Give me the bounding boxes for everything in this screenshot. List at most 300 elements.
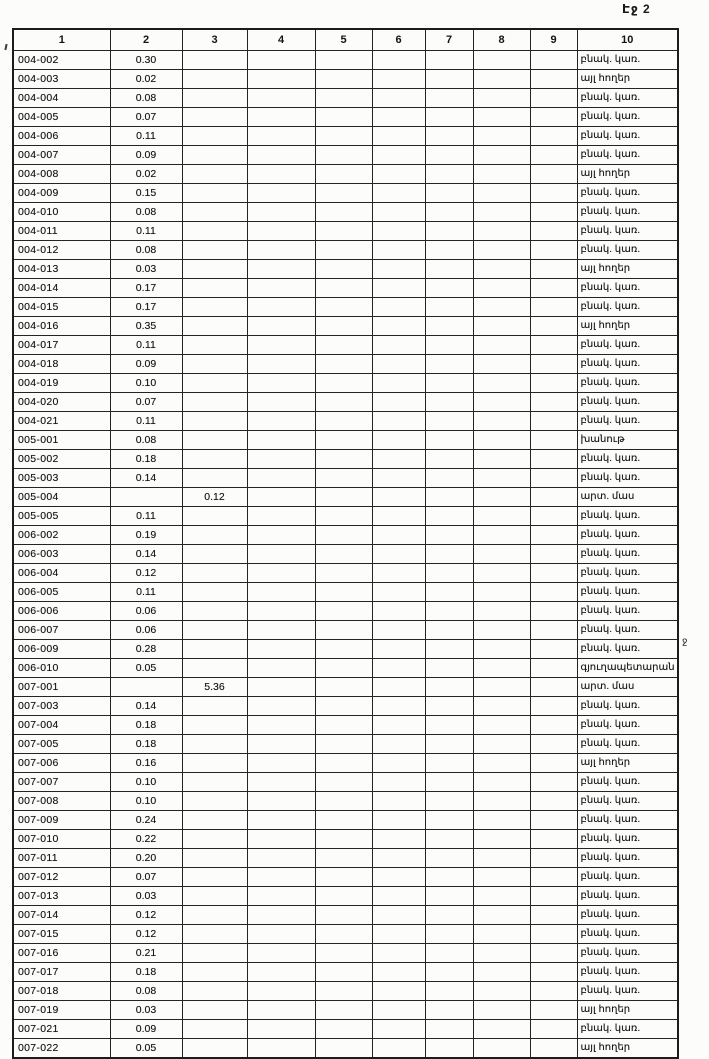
empty-cell bbox=[247, 146, 315, 165]
table-row bbox=[13, 127, 678, 146]
empty-cell bbox=[372, 222, 425, 241]
empty-cell bbox=[473, 89, 530, 108]
area-col3-cell bbox=[182, 925, 247, 944]
land-use-cell: այլ հողեր bbox=[577, 1001, 678, 1020]
land-use-cell: բնակ. կառ. bbox=[577, 906, 678, 925]
area-col3-cell bbox=[182, 507, 247, 526]
parcel-code-cell: 004-007 bbox=[13, 146, 110, 165]
empty-cell bbox=[372, 146, 425, 165]
area-col2-cell: 0.24 bbox=[110, 811, 182, 830]
table-row bbox=[13, 317, 678, 336]
empty-cell bbox=[372, 754, 425, 773]
column-header-4: 4 bbox=[247, 29, 315, 51]
empty-cell bbox=[425, 165, 473, 184]
empty-cell bbox=[372, 393, 425, 412]
empty-cell bbox=[473, 678, 530, 697]
empty-cell bbox=[315, 412, 372, 431]
empty-cell bbox=[315, 906, 372, 925]
area-col3-cell bbox=[182, 640, 247, 659]
land-use-cell: բնակ. կառ. bbox=[577, 203, 678, 222]
empty-cell bbox=[425, 488, 473, 507]
empty-cell bbox=[315, 697, 372, 716]
parcel-code-cell: 007-016 bbox=[13, 944, 110, 963]
empty-cell bbox=[247, 621, 315, 640]
empty-cell bbox=[372, 507, 425, 526]
area-col2-cell: 0.03 bbox=[110, 1001, 182, 1020]
empty-cell bbox=[372, 469, 425, 488]
land-use-cell: բնակ. կառ. bbox=[577, 602, 678, 621]
area-col2-cell: 0.12 bbox=[110, 925, 182, 944]
empty-cell bbox=[473, 507, 530, 526]
land-use-cell: բնակ. կառ. bbox=[577, 146, 678, 165]
table-row bbox=[13, 583, 678, 602]
area-col3-cell bbox=[182, 469, 247, 488]
empty-cell bbox=[473, 298, 530, 317]
area-col2-cell: 0.06 bbox=[110, 602, 182, 621]
empty-cell bbox=[530, 602, 577, 621]
empty-cell bbox=[530, 127, 577, 146]
table-row bbox=[13, 374, 678, 393]
parcel-code-cell: 004-021 bbox=[13, 412, 110, 431]
empty-cell bbox=[425, 963, 473, 982]
table-row bbox=[13, 716, 678, 735]
empty-cell bbox=[530, 906, 577, 925]
empty-cell bbox=[247, 583, 315, 602]
table-row bbox=[13, 830, 678, 849]
table-row bbox=[13, 773, 678, 792]
empty-cell bbox=[530, 526, 577, 545]
table-row bbox=[13, 260, 678, 279]
empty-cell bbox=[247, 773, 315, 792]
area-col3-cell bbox=[182, 355, 247, 374]
parcel-code-cell: 004-009 bbox=[13, 184, 110, 203]
empty-cell bbox=[425, 640, 473, 659]
empty-cell bbox=[247, 545, 315, 564]
area-col2-cell: 0.14 bbox=[110, 469, 182, 488]
empty-cell bbox=[530, 811, 577, 830]
empty-cell bbox=[247, 830, 315, 849]
empty-cell bbox=[425, 678, 473, 697]
empty-cell bbox=[530, 944, 577, 963]
area-col2-cell: 0.05 bbox=[110, 659, 182, 678]
table-row bbox=[13, 640, 678, 659]
empty-cell bbox=[425, 621, 473, 640]
parcel-code-cell: 007-008 bbox=[13, 792, 110, 811]
empty-cell bbox=[473, 165, 530, 184]
empty-cell bbox=[372, 602, 425, 621]
empty-cell bbox=[315, 887, 372, 906]
empty-cell bbox=[425, 526, 473, 545]
table-row bbox=[13, 431, 678, 450]
empty-cell bbox=[315, 659, 372, 678]
empty-cell bbox=[372, 165, 425, 184]
area-col3-cell bbox=[182, 89, 247, 108]
area-col3-cell bbox=[182, 298, 247, 317]
empty-cell bbox=[247, 564, 315, 583]
empty-cell bbox=[247, 431, 315, 450]
empty-cell bbox=[425, 773, 473, 792]
area-col3-cell bbox=[182, 545, 247, 564]
empty-cell bbox=[530, 298, 577, 317]
empty-cell bbox=[425, 830, 473, 849]
area-col2-cell: 0.09 bbox=[110, 146, 182, 165]
empty-cell bbox=[247, 887, 315, 906]
table-row bbox=[13, 564, 678, 583]
empty-cell bbox=[315, 146, 372, 165]
empty-cell bbox=[473, 412, 530, 431]
parcel-code-cell: 007-011 bbox=[13, 849, 110, 868]
area-col3-cell bbox=[182, 450, 247, 469]
empty-cell bbox=[372, 830, 425, 849]
empty-cell bbox=[247, 735, 315, 754]
table-row bbox=[13, 108, 678, 127]
column-header-9: 9 bbox=[530, 29, 577, 51]
empty-cell bbox=[372, 355, 425, 374]
empty-cell bbox=[425, 716, 473, 735]
empty-cell bbox=[315, 982, 372, 1001]
empty-cell bbox=[315, 735, 372, 754]
parcel-code-cell: 006-010 bbox=[13, 659, 110, 678]
area-col3-cell bbox=[182, 279, 247, 298]
empty-cell bbox=[530, 697, 577, 716]
empty-cell bbox=[425, 241, 473, 260]
parcel-code-cell: 007-005 bbox=[13, 735, 110, 754]
parcel-code-cell: 007-019 bbox=[13, 1001, 110, 1020]
land-use-cell: բնակ. կառ. bbox=[577, 1020, 678, 1039]
parcel-code-cell: 005-005 bbox=[13, 507, 110, 526]
area-col3-cell bbox=[182, 1020, 247, 1039]
area-col3-cell bbox=[182, 811, 247, 830]
empty-cell bbox=[315, 317, 372, 336]
empty-cell bbox=[425, 697, 473, 716]
empty-cell bbox=[315, 336, 372, 355]
empty-cell bbox=[315, 830, 372, 849]
empty-cell bbox=[530, 982, 577, 1001]
empty-cell bbox=[425, 982, 473, 1001]
area-col2-cell: 0.16 bbox=[110, 754, 182, 773]
empty-cell bbox=[372, 1020, 425, 1039]
table-row bbox=[13, 203, 678, 222]
empty-cell bbox=[372, 412, 425, 431]
empty-cell bbox=[372, 450, 425, 469]
area-col3-cell bbox=[182, 792, 247, 811]
area-col3-cell bbox=[182, 583, 247, 602]
parcel-code-cell: 004-020 bbox=[13, 393, 110, 412]
parcel-code-cell: 004-012 bbox=[13, 241, 110, 260]
empty-cell bbox=[473, 355, 530, 374]
empty-cell bbox=[530, 393, 577, 412]
land-use-cell: գյուղապետարան bbox=[577, 659, 678, 678]
parcel-code-cell: 007-012 bbox=[13, 868, 110, 887]
area-col3-cell bbox=[182, 241, 247, 260]
table-row bbox=[13, 697, 678, 716]
empty-cell bbox=[530, 70, 577, 89]
empty-cell bbox=[247, 374, 315, 393]
empty-cell bbox=[372, 260, 425, 279]
empty-cell bbox=[372, 488, 425, 507]
area-col3-cell bbox=[182, 621, 247, 640]
parcel-code-cell: 004-018 bbox=[13, 355, 110, 374]
empty-cell bbox=[473, 393, 530, 412]
parcel-code-cell: 006-002 bbox=[13, 526, 110, 545]
empty-cell bbox=[530, 564, 577, 583]
empty-cell bbox=[530, 355, 577, 374]
table-row bbox=[13, 887, 678, 906]
land-use-cell: բնակ. կառ. bbox=[577, 127, 678, 146]
land-use-cell: բնակ. կառ. bbox=[577, 355, 678, 374]
empty-cell bbox=[473, 1001, 530, 1020]
empty-cell bbox=[372, 127, 425, 146]
empty-cell bbox=[247, 469, 315, 488]
empty-cell bbox=[247, 640, 315, 659]
area-col2-cell: 0.15 bbox=[110, 184, 182, 203]
empty-cell bbox=[473, 963, 530, 982]
parcel-code-cell: 007-003 bbox=[13, 697, 110, 716]
table-row bbox=[13, 925, 678, 944]
land-use-cell: բնակ. կառ. bbox=[577, 944, 678, 963]
empty-cell bbox=[315, 792, 372, 811]
empty-cell bbox=[473, 279, 530, 298]
area-col3-cell bbox=[182, 773, 247, 792]
empty-cell bbox=[315, 773, 372, 792]
empty-cell bbox=[372, 849, 425, 868]
empty-cell bbox=[315, 51, 372, 70]
empty-cell bbox=[425, 507, 473, 526]
table-row bbox=[13, 488, 678, 507]
empty-cell bbox=[247, 849, 315, 868]
land-use-cell: այլ հողեր bbox=[577, 165, 678, 184]
empty-cell bbox=[425, 469, 473, 488]
empty-cell bbox=[473, 830, 530, 849]
area-col3-cell bbox=[182, 716, 247, 735]
column-header-8: 8 bbox=[473, 29, 530, 51]
area-col2-cell: 0.18 bbox=[110, 450, 182, 469]
empty-cell bbox=[372, 279, 425, 298]
column-header-2: 2 bbox=[110, 29, 182, 51]
empty-cell bbox=[425, 1020, 473, 1039]
land-use-cell: բնակ. կառ. bbox=[577, 108, 678, 127]
land-use-cell: բնակ. կառ. bbox=[577, 735, 678, 754]
empty-cell bbox=[372, 89, 425, 108]
area-col2-cell: 0.30 bbox=[110, 51, 182, 70]
empty-cell bbox=[247, 868, 315, 887]
land-use-cell: բնակ. կառ. bbox=[577, 792, 678, 811]
land-use-cell: բնակ. կառ. bbox=[577, 336, 678, 355]
empty-cell bbox=[473, 317, 530, 336]
parcel-code-cell: 004-016 bbox=[13, 317, 110, 336]
empty-cell bbox=[372, 944, 425, 963]
table-row bbox=[13, 754, 678, 773]
table-row bbox=[13, 298, 678, 317]
table-body bbox=[13, 51, 678, 1059]
empty-cell bbox=[372, 792, 425, 811]
table-row bbox=[13, 241, 678, 260]
empty-cell bbox=[530, 830, 577, 849]
column-header-7: 7 bbox=[425, 29, 473, 51]
empty-cell bbox=[530, 450, 577, 469]
area-col3-cell bbox=[182, 868, 247, 887]
empty-cell bbox=[530, 317, 577, 336]
empty-cell bbox=[530, 374, 577, 393]
area-col2-cell: 0.02 bbox=[110, 70, 182, 89]
area-col3-cell bbox=[182, 982, 247, 1001]
parcel-code-cell: 004-017 bbox=[13, 336, 110, 355]
column-header-10: 10 bbox=[577, 29, 678, 51]
land-use-cell: բնակ. կառ. bbox=[577, 583, 678, 602]
empty-cell bbox=[247, 792, 315, 811]
area-col3-cell bbox=[182, 849, 247, 868]
empty-cell bbox=[425, 203, 473, 222]
empty-cell bbox=[473, 735, 530, 754]
land-use-cell: խանութ bbox=[577, 431, 678, 450]
parcel-code-cell: 007-018 bbox=[13, 982, 110, 1001]
empty-cell bbox=[247, 963, 315, 982]
parcel-code-cell: 006-006 bbox=[13, 602, 110, 621]
empty-cell bbox=[372, 108, 425, 127]
empty-cell bbox=[315, 279, 372, 298]
empty-cell bbox=[247, 982, 315, 1001]
header-row bbox=[13, 29, 678, 51]
land-use-cell: բնակ. կառ. bbox=[577, 374, 678, 393]
land-use-cell: բնակ. կառ. bbox=[577, 640, 678, 659]
empty-cell bbox=[473, 583, 530, 602]
empty-cell bbox=[530, 412, 577, 431]
column-header-6: 6 bbox=[372, 29, 425, 51]
area-col3-cell bbox=[182, 887, 247, 906]
land-use-cell: բնակ. կառ. bbox=[577, 241, 678, 260]
parcel-code-cell: 006-005 bbox=[13, 583, 110, 602]
table-row bbox=[13, 963, 678, 982]
empty-cell bbox=[473, 450, 530, 469]
parcel-code-cell: 007-017 bbox=[13, 963, 110, 982]
area-col3-cell bbox=[182, 108, 247, 127]
area-col3-cell: 5.36 bbox=[182, 678, 247, 697]
area-col2-cell: 0.17 bbox=[110, 298, 182, 317]
empty-cell bbox=[372, 526, 425, 545]
empty-cell bbox=[425, 51, 473, 70]
table-row bbox=[13, 393, 678, 412]
empty-cell bbox=[530, 773, 577, 792]
empty-cell bbox=[315, 944, 372, 963]
area-col2-cell: 0.02 bbox=[110, 165, 182, 184]
area-col2-cell: 0.09 bbox=[110, 355, 182, 374]
land-use-cell: բնակ. կառ. bbox=[577, 412, 678, 431]
area-col3-cell bbox=[182, 963, 247, 982]
land-use-cell: բնակ. կառ. bbox=[577, 697, 678, 716]
empty-cell bbox=[315, 203, 372, 222]
empty-cell bbox=[315, 298, 372, 317]
empty-cell bbox=[425, 355, 473, 374]
land-use-cell: բնակ. կառ. bbox=[577, 393, 678, 412]
land-use-cell: բնակ. կառ. bbox=[577, 849, 678, 868]
parcel-code-cell: 006-004 bbox=[13, 564, 110, 583]
parcel-code-cell: 007-015 bbox=[13, 925, 110, 944]
table-row bbox=[13, 165, 678, 184]
empty-cell bbox=[315, 545, 372, 564]
area-col3-cell bbox=[182, 70, 247, 89]
land-use-cell: բնակ. կառ. bbox=[577, 222, 678, 241]
empty-cell bbox=[247, 241, 315, 260]
empty-cell bbox=[315, 374, 372, 393]
table-row bbox=[13, 51, 678, 70]
empty-cell bbox=[372, 241, 425, 260]
empty-cell bbox=[425, 70, 473, 89]
empty-cell bbox=[315, 602, 372, 621]
empty-cell bbox=[315, 222, 372, 241]
empty-cell bbox=[372, 298, 425, 317]
table-row bbox=[13, 469, 678, 488]
area-col2-cell: 0.11 bbox=[110, 507, 182, 526]
empty-cell bbox=[247, 165, 315, 184]
empty-cell bbox=[473, 906, 530, 925]
area-col2-cell: 0.05 bbox=[110, 1039, 182, 1059]
scan-artifact-mark bbox=[4, 44, 7, 50]
land-use-cell: այլ հողեր bbox=[577, 317, 678, 336]
empty-cell bbox=[315, 1020, 372, 1039]
area-col3-cell bbox=[182, 165, 247, 184]
empty-cell bbox=[372, 906, 425, 925]
empty-cell bbox=[247, 393, 315, 412]
empty-cell bbox=[425, 374, 473, 393]
parcel-code-cell: 004-010 bbox=[13, 203, 110, 222]
parcel-code-cell: 007-009 bbox=[13, 811, 110, 830]
empty-cell bbox=[425, 906, 473, 925]
table-row bbox=[13, 906, 678, 925]
empty-cell bbox=[473, 982, 530, 1001]
land-use-cell: բնակ. կառ. bbox=[577, 773, 678, 792]
empty-cell bbox=[530, 925, 577, 944]
area-col3-cell bbox=[182, 697, 247, 716]
area-col3-cell bbox=[182, 659, 247, 678]
empty-cell bbox=[315, 1001, 372, 1020]
empty-cell bbox=[473, 564, 530, 583]
area-col3-cell bbox=[182, 431, 247, 450]
empty-cell bbox=[425, 849, 473, 868]
empty-cell bbox=[247, 336, 315, 355]
land-use-cell: այլ հողեր bbox=[577, 70, 678, 89]
empty-cell bbox=[247, 906, 315, 925]
parcel-code-cell: 004-003 bbox=[13, 70, 110, 89]
area-col2-cell: 0.07 bbox=[110, 393, 182, 412]
empty-cell bbox=[425, 393, 473, 412]
empty-cell bbox=[247, 127, 315, 146]
empty-cell bbox=[372, 963, 425, 982]
empty-cell bbox=[315, 564, 372, 583]
empty-cell bbox=[372, 621, 425, 640]
empty-cell bbox=[372, 545, 425, 564]
empty-cell bbox=[315, 70, 372, 89]
area-col3-cell bbox=[182, 526, 247, 545]
area-col3-cell bbox=[182, 602, 247, 621]
empty-cell bbox=[247, 659, 315, 678]
empty-cell bbox=[315, 1039, 372, 1059]
empty-cell bbox=[425, 545, 473, 564]
land-use-cell: այլ հողեր bbox=[577, 1039, 678, 1059]
land-use-cell: բնակ. կառ. bbox=[577, 526, 678, 545]
empty-cell bbox=[473, 1020, 530, 1039]
empty-cell bbox=[473, 887, 530, 906]
area-col3-cell bbox=[182, 735, 247, 754]
area-col2-cell: 0.18 bbox=[110, 963, 182, 982]
empty-cell bbox=[425, 659, 473, 678]
area-col2-cell: 0.08 bbox=[110, 203, 182, 222]
area-col2-cell: 0.21 bbox=[110, 944, 182, 963]
empty-cell bbox=[473, 925, 530, 944]
land-use-cell: բնակ. կառ. bbox=[577, 621, 678, 640]
empty-cell bbox=[425, 89, 473, 108]
empty-cell bbox=[473, 488, 530, 507]
parcel-code-cell: 007-007 bbox=[13, 773, 110, 792]
